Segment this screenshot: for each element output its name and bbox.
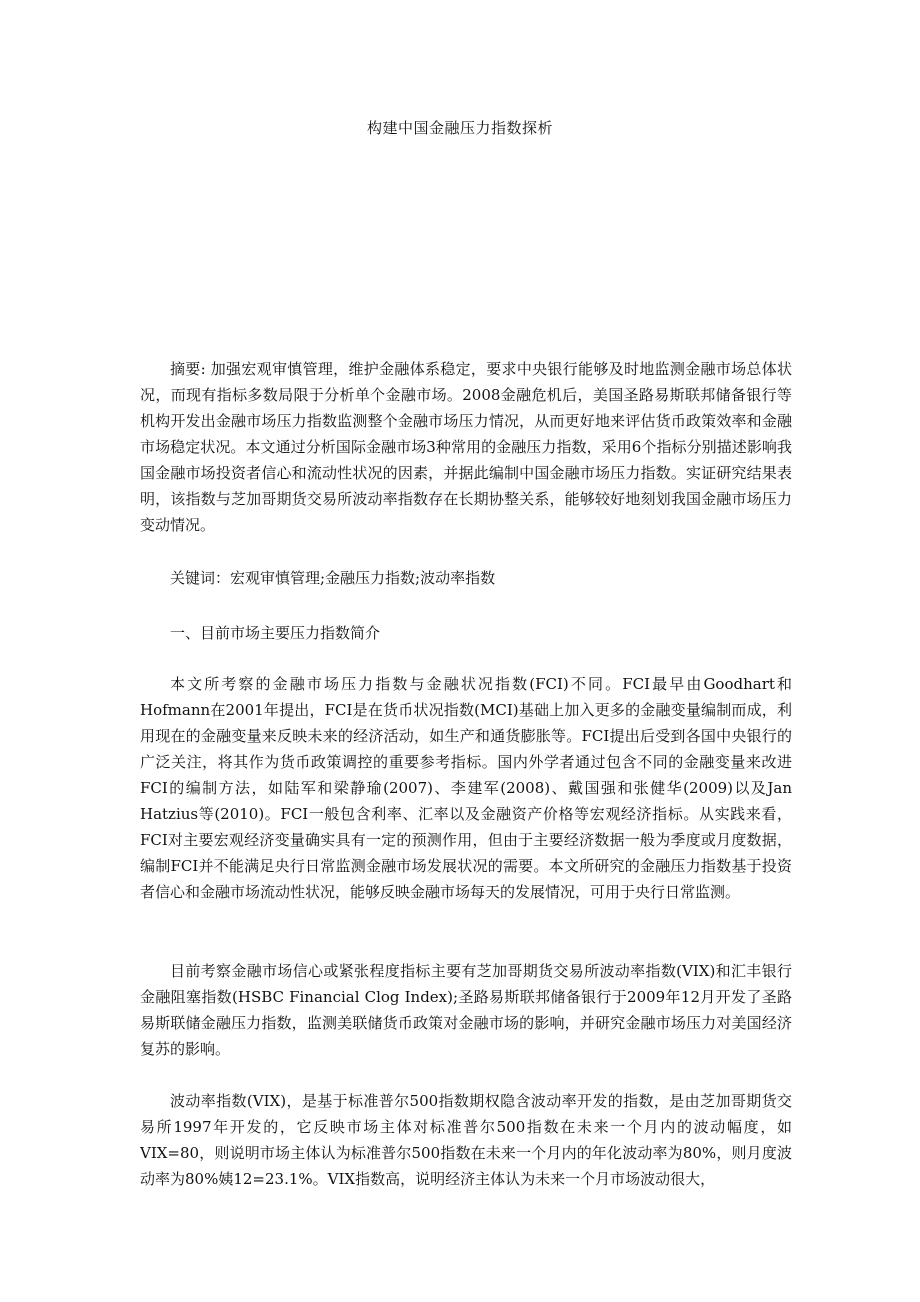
body-paragraph-fci: 本文所考察的金融市场压力指数与金融状况指数(FCI)不同。FCI最早由Goodhart和Hofmann在2001年提出，FCI是在货币状况指数(MCI)基础上加入更多的金融变量编制而成，利用现在的金融变量来反映未来的经济活动，如生产和通货膨胀等。FCI提出后受到各国中央银行的广泛关注，将其作为货币政策调控的重要参考指标。国内外学者通过包含不同的金融变量来改进FCI的编制方法，如陆军和梁静瑜(2007)、李建军(2008)、戴国强和张健华(2009)以及Jan Hatzius等(2010)。FCI一般包含利率、汇率以及金融资产价格等宏观经济指标。从实践来看，FCI对主要宏观经济变量确实具有一定的预测作用，但由于主要经济数据一般为季度或月度数据，编制FCI并不能满足央行日常监测金融市场发展状况的需要。本文所研究的金融压力指数基于投资者信心和金融市场流动性状况，能够反映金融市场每天的发展情况，可用于央行日常监测。: [140, 675, 792, 901]
abstract-paragraph: [140, 356, 792, 538]
document-title: 构建中国金融压力指数探析: [366, 119, 553, 137]
body-paragraph-indicators: 目前考察金融市场信心或紧张程度指标主要有芝加哥期货交易所波动率指数(VIX)和汇丰银行金融阻塞指数(HSBC Financial Clog Index);圣路易斯联邦储备银行于2009年12月开发了圣路易斯联储金融压力指数，监测美联储货币政策对金融市场的影响，并研究金融市场压力对美国经济复苏的影响。: [140, 962, 792, 1058]
section-heading: 一、目前市场主要压力指数简介: [170, 624, 381, 642]
body-paragraph-vix: 波动率指数(VIX)，是基于标准普尔500指数期权隐含波动率开发的指数，是由芝加哥期货交易所1997年开发的，它反映市场主体对标准普尔500指数在未来一个月内的波动幅度，如VIX=80，则说明市场主体认为标准普尔500指数在未来一个月内的年化波动率为80%，则月度波动率为80%姨12=23.1%。VIX指数高，说明经济主体认为未来一个月市场波动很大，: [140, 1092, 792, 1188]
abstract-text: 加强宏观审慎管理，维护金融体系稳定，要求中央银行能够及时地监测金融市场总体状况，而现有指标多数局限于分析单个金融市场。2008金融危机后，美国圣路易斯联邦储备银行等机构开发出金融市场压力指数监测整个金融市场压力情况，从而更好地来评估货币政策效率和金融市场稳定状况。本文通过分析国际金融市场3种常用的金融压力指数，采用6个指标分别描述影响我国金融市场投资者信心和流动性状况的因素，并据此编制中国金融市场压力指数。实证研究结果表明，该指数与芝加哥期货交易所波动率指数存在长期协整关系，能够较好地刻划我国金融市场压力变动情况。: [140, 360, 792, 534]
keywords-paragraph: 关键词：宏观审慎管理;金融压力指数;波动率指数: [170, 569, 496, 587]
abstract-label: 摘要:: [170, 360, 206, 378]
